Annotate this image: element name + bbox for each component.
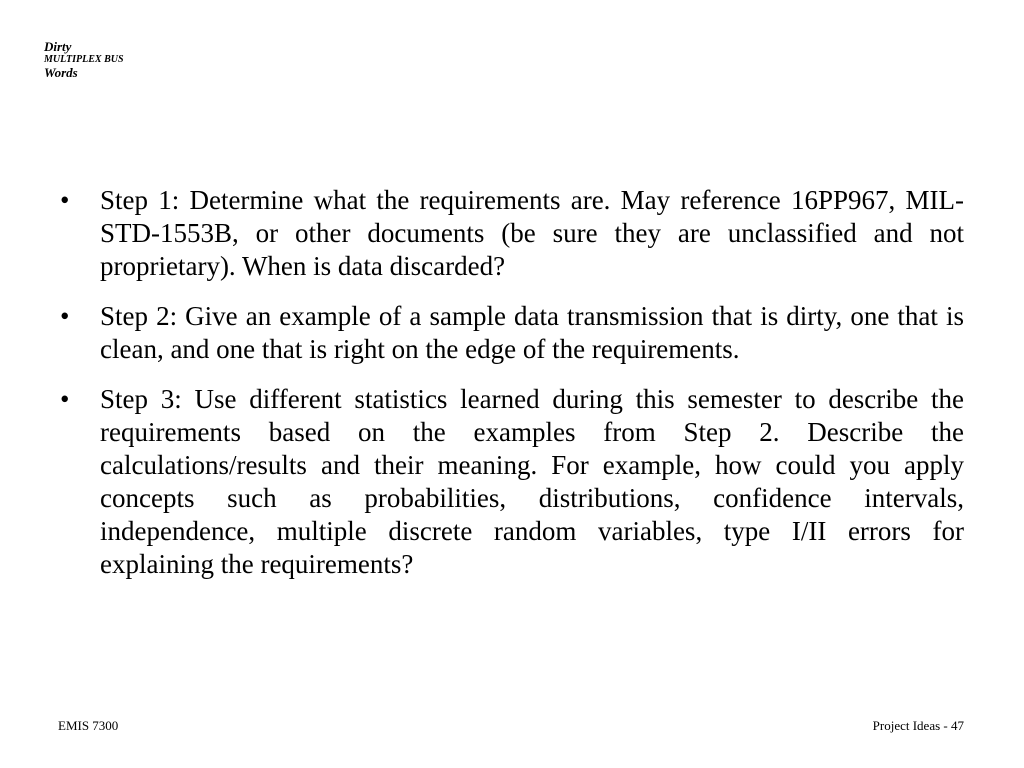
footer-page-label: Project Ideas - 47	[872, 718, 964, 733]
bullet-step-3	[60, 383, 964, 581]
bullet-step-2	[60, 300, 964, 366]
bullet-icon: •	[60, 301, 70, 331]
bullet-step-1	[60, 184, 964, 283]
bullet-icon: •	[60, 185, 70, 215]
slide-title	[44, 40, 124, 80]
bullet-text: Step 3: Use different statistics learned during this semester to describe the requirements based on the examples from Step 2. Describe the calculations/results and their meaning. For example, how could you apply concepts such as probabilities, distributions, confidence intervals, independence, multiple discrete random variables, type I/II errors for explaining the requirements?	[100, 384, 964, 579]
bullet-text: Step 2: Give an example of a sample data transmission that is dirty, one that is clean, and one that is right on the edge of the requirements.	[100, 301, 964, 364]
bullet-list	[60, 184, 964, 598]
bullet-icon: •	[60, 384, 70, 414]
bullet-text: Step 1: Determine what the requirements are. May reference 16PP967, MIL-STD-1553B, or other documents (be sure they are unclassified and not proprietary). When is data discarded?	[100, 185, 964, 281]
footer-course: EMIS 7300	[58, 718, 119, 733]
title-line-dirty: Dirty	[44, 39, 72, 54]
title-line-multiplex-bus: MULTIPLEX BUS	[44, 53, 124, 65]
title-line-words: Words	[44, 65, 78, 81]
